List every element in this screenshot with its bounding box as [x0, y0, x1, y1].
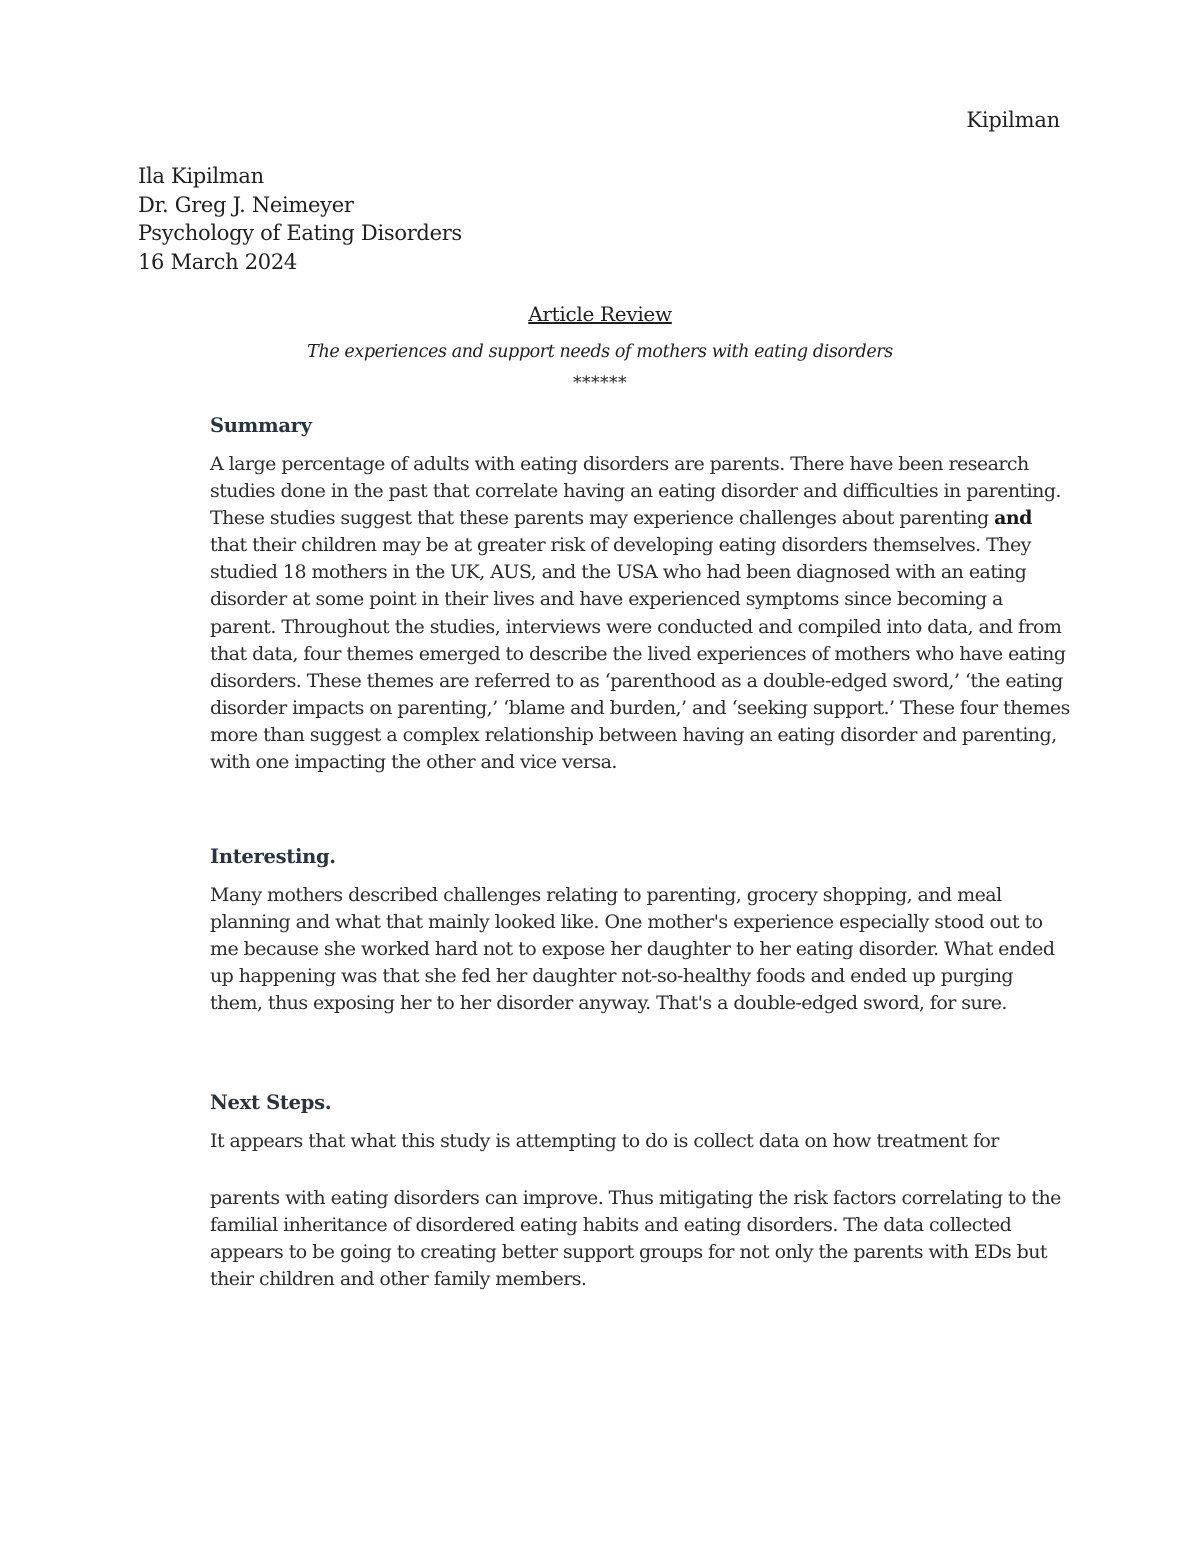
interesting-heading: Interesting.	[210, 845, 336, 868]
next-steps-first-line: It appears that what this study is attempting to do is collect data on how treatment for	[210, 1130, 999, 1152]
summary-bold-word: and	[994, 507, 1032, 530]
instructor-name: Dr. Greg J. Neimeyer	[138, 192, 354, 217]
interesting-section	[210, 845, 1070, 1017]
summary-text-end: that their children may be at greater risk of developing eating disorders themselves. They studied 18 mothers in the UK, AUS, and the USA who had been diagnosed with an eating disorder at some point in their lives and have experienced symptoms since becoming a parent. Throughout the studies, interviews were conducted and compiled into data, and from that data, four themes emerged to describe the lived experiences of mothers who have eating disorders. These themes are referred to as ‘parenthood as a double-edged sword,’ ‘the eating disorder impacts on parenting,’ ‘blame and burden,’ and ‘seeking support.’ These four themes more than suggest a complex relationship between having an eating disorder and parenting, with one impacting the other and vice versa.	[210, 534, 1070, 774]
next-steps-section	[210, 1091, 1070, 1155]
mla-heading	[138, 162, 462, 276]
next-steps-heading: Next Steps.	[210, 1091, 332, 1114]
summary-text-start: A large percentage of adults with eating disorders are parents. There have been research studies done in the past that correlate having an eating disorder and difficulties in parenting. These studies suggest that these parents may experience challenges about parenting	[210, 453, 1061, 530]
student-name: Ila Kipilman	[138, 164, 264, 188]
document-title: Article Review	[528, 302, 672, 326]
next-steps-paragraph: parents with eating disorders can improve. Thus mitigating the risk factors correlating to the familial inheritance of disordered eating habits and eating disorders. The data collected appears to be going to creating better support groups for not only the parents with EDs but their children and other family members.	[210, 1187, 1061, 1291]
article-subtitle: The experiences and support needs of mothers with eating disorders	[307, 342, 893, 362]
running-head: Kipilman	[966, 108, 1060, 132]
course-name: Psychology of Eating Disorders	[138, 221, 462, 245]
interesting-paragraph: Many mothers described challenges relating to parenting, grocery shopping, and meal planning and what that mainly looked like. One mother's experience especially stood out to me because she worked hard not to expose her daughter to her eating disorder. What ended up happening was that she fed her daughter not-so-healthy foods and ended up purging them, thus exposing her to her disorder anyway. That's a double-edged sword, for sure.	[210, 884, 1055, 1015]
summary-section	[210, 414, 1070, 776]
summary-heading: Summary	[210, 414, 312, 437]
summary-paragraph	[210, 451, 1070, 776]
separator: ******	[573, 373, 627, 393]
date: 16 March 2024	[138, 249, 297, 274]
